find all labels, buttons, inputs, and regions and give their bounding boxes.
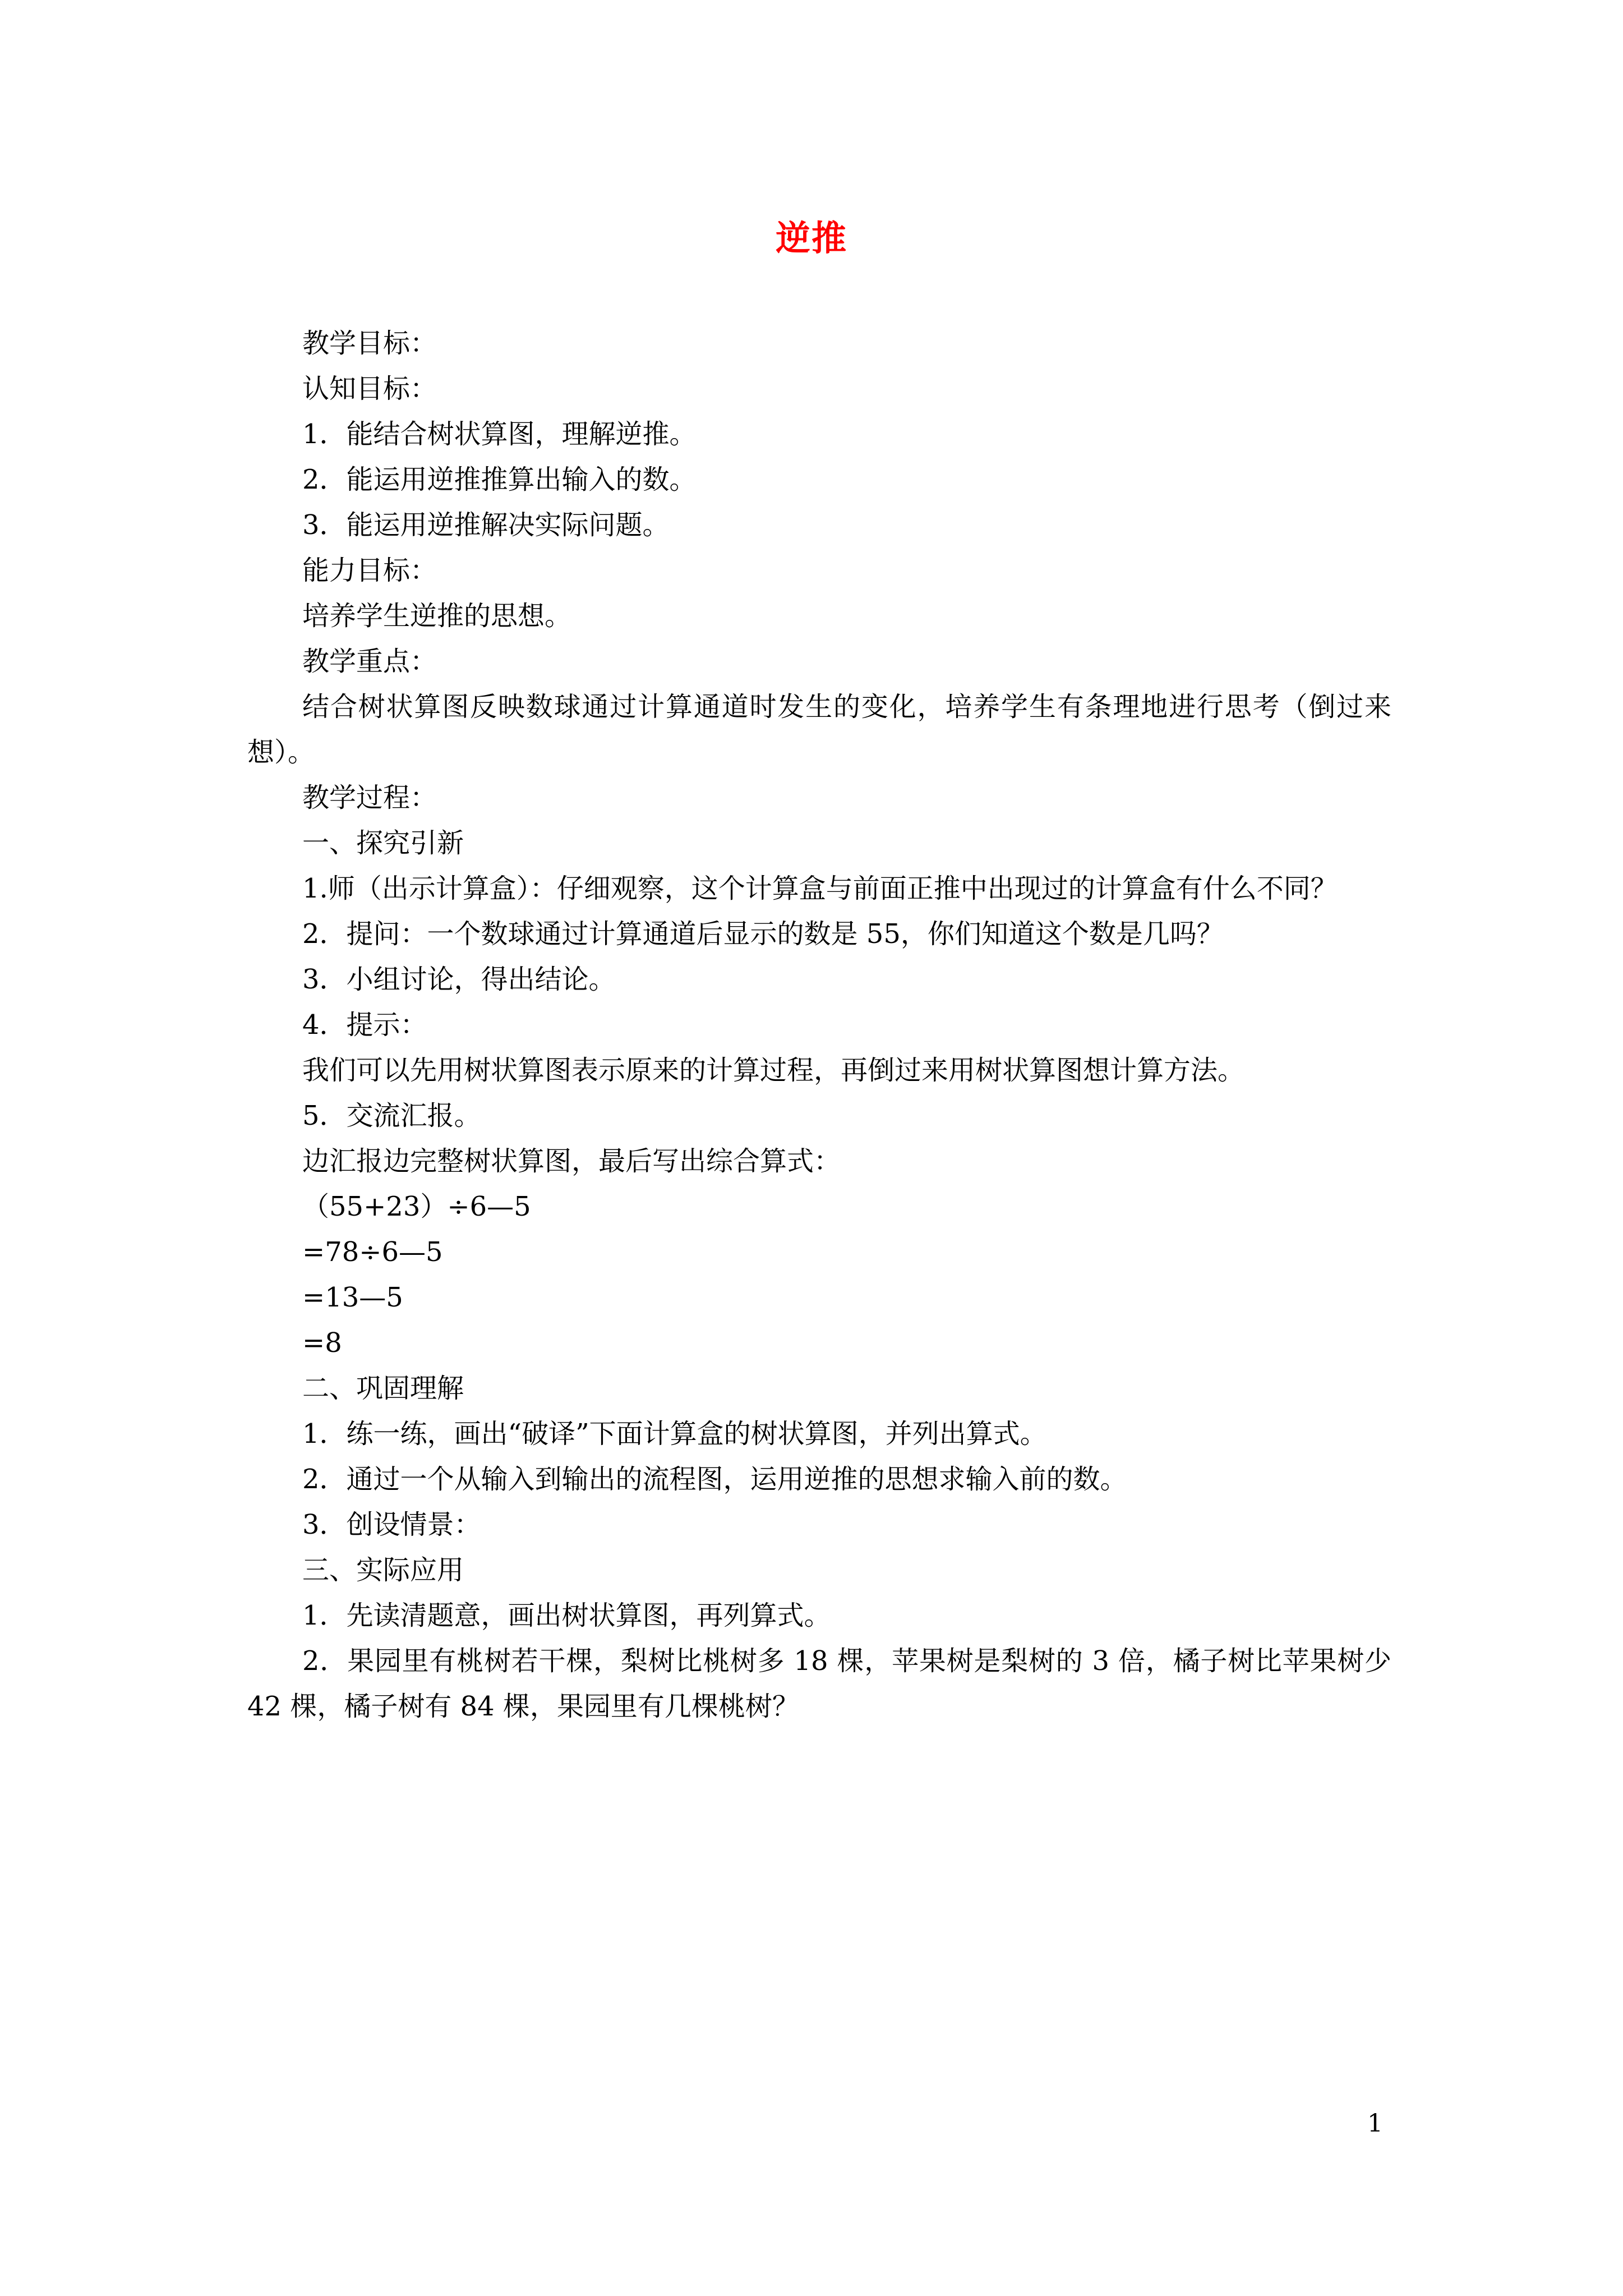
paragraph-ability-goals: 能力目标：: [302, 555, 437, 586]
paragraph-cognitive-goals: 认知目标：: [302, 373, 437, 404]
formula-line-4: =8: [302, 1327, 342, 1359]
paragraph-section-1: 一、探究引新: [302, 827, 464, 859]
page-number: 1: [1367, 2109, 1383, 2138]
paragraph-goal-2: 2．能运用逆推推算出输入的数。: [302, 464, 697, 495]
document-title: 逆推: [775, 218, 847, 259]
paragraph-step-1: 1.师（出示计算盒）：仔细观察，这个计算盒与前面正推中出现过的计算盒有什么不同？: [302, 873, 1338, 904]
paragraph-key-points: 教学重点：: [302, 646, 437, 677]
document-body: [247, 321, 1391, 1729]
paragraph-hint-detail: 我们可以先用树状算图表示原来的计算过程，再倒过来用树状算图想计算方法。: [302, 1055, 1245, 1086]
paragraph-step-4: 4．提示：: [302, 1009, 427, 1041]
paragraph-practice-1: 1．练一练，画出“破译”下面计算盒的树状算图，并列出算式。: [302, 1418, 1047, 1450]
paragraph-report-detail: 边汇报边完整树状算图，最后写出综合算式：: [302, 1145, 841, 1177]
paragraph-key-points-detail: 结合树状算图反映数球通过计算通道时发生的变化，培养学生有条理地进行思考（倒过来想）。: [247, 691, 1391, 768]
paragraph-application-2: 2．果园里有桃树若干棵，梨树比桃树多 18 棵，苹果树是梨树的 3 倍，橘子树比苹果树少 42 棵，橘子树有 84 棵，果园里有几棵桃树？: [247, 1645, 1391, 1722]
paragraph-section-3: 三、实际应用: [302, 1554, 464, 1586]
paragraph-step-2: 2．提问：一个数球通过计算通道后显示的数是 55，你们知道这个数是几吗？: [302, 918, 1224, 950]
paragraph-application-1: 1．先读清题意，画出树状算图，再列算式。: [302, 1600, 831, 1631]
paragraph-practice-2: 2．通过一个从输入到输出的流程图，运用逆推的思想求输入前的数。: [302, 1464, 1127, 1495]
paragraph-step-5: 5．交流汇报。: [302, 1100, 481, 1131]
paragraph-goal-3: 3．能运用逆推解决实际问题。: [302, 509, 670, 541]
paragraph-teaching-goals: 教学目标：: [302, 328, 437, 359]
paragraph-goal-1: 1．能结合树状算图，理解逆推。: [302, 418, 697, 450]
paragraph-teaching-process: 教学过程：: [302, 782, 437, 813]
paragraph-section-2: 二、巩固理解: [302, 1373, 464, 1404]
formula-line-2: =78÷6—5: [302, 1236, 443, 1268]
formula-line-3: =13—5: [302, 1282, 403, 1313]
paragraph-step-3: 3．小组讨论，得出结论。: [302, 964, 616, 995]
paragraph-ability-detail: 培养学生逆推的思想。: [302, 600, 572, 632]
paragraph-practice-3: 3．创设情景：: [302, 1509, 481, 1540]
formula-line-1: （55+23）÷6—5: [302, 1191, 531, 1222]
